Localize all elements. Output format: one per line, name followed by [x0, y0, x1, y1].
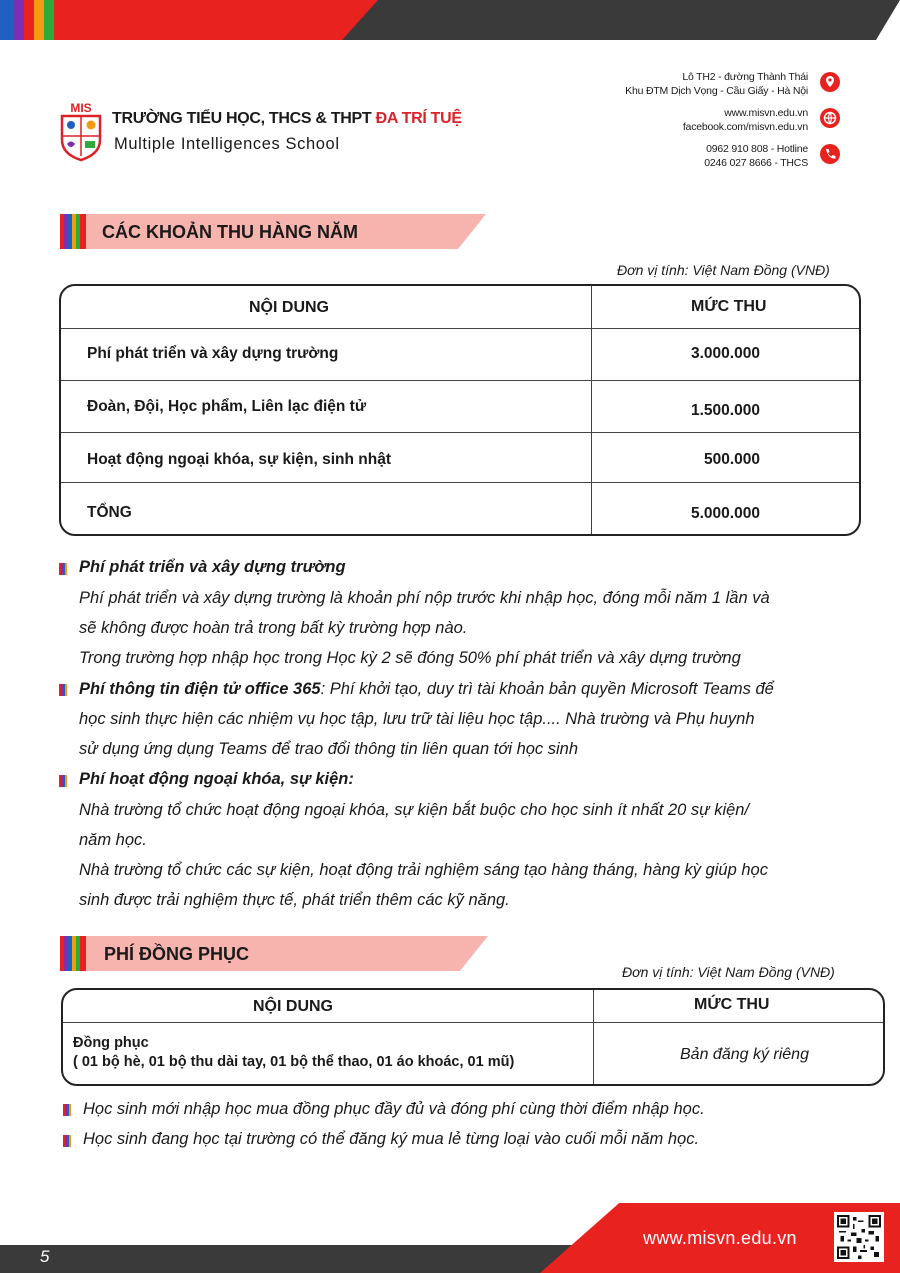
row-amount: 1.500.000	[691, 402, 760, 419]
note-text: học sinh thực hiện các nhiệm vụ học tập, lưu trữ tài liệu học tập.... Nhà trường và Phụ huynh	[79, 710, 755, 728]
uniform-content-line2: ( 01 bộ hè, 01 bộ thu dài tay, 01 bộ thể thao, 01 áo khoác, 01 mũ)	[73, 1054, 515, 1070]
row-content: Đoàn, Đội, Học phẩm, Liên lạc điện tử	[87, 398, 367, 415]
note-text: Trong trường hợp nhập học trong Học kỳ 2 sẽ đóng 50% phí phát triển và xây dựng trường	[79, 649, 741, 667]
location-icon	[820, 72, 840, 92]
footer-dark-band	[0, 1245, 640, 1273]
note-text: Phí phát triển và xây dựng trường là khoản phí nộp trước khi nhập học, đóng mỗi năm 1 lần và	[79, 589, 770, 607]
note-text: năm học.	[79, 831, 147, 849]
qr-code-icon[interactable]	[834, 1212, 884, 1262]
section-title-bar-uniform	[60, 936, 490, 971]
school-subtitle: Multiple Intelligences School	[114, 135, 340, 153]
total-amount: 5.000.000	[691, 505, 760, 522]
section-title-uniform: PHÍ ĐỒNG PHỤC	[104, 944, 250, 964]
top-dark-banner	[300, 0, 900, 40]
bullet-icon	[59, 684, 67, 696]
note-text: sẽ không được hoàn trả trong bất kỳ trường hợp nào.	[79, 619, 468, 637]
note-text: Phí thông tin điện tử office 365: Phí khởi tạo, duy trì tài khoản bản quyền Microsoft Teams để	[79, 680, 774, 698]
address-line1: Lô TH2 - đường Thành Thái	[682, 71, 808, 83]
currency-unit-note: Đơn vị tính: Việt Nam Đồng (VNĐ)	[622, 964, 835, 980]
phone-icon	[820, 144, 840, 164]
bullet-icon	[63, 1135, 71, 1147]
section-title-annual-fees: CÁC KHOẢN THU HÀNG NĂM	[102, 222, 358, 242]
note-title: Phí hoạt động ngoại khóa, sự kiện:	[79, 770, 354, 788]
uniform-amount: Bản đăng ký riêng	[680, 1046, 809, 1063]
bullet-icon	[59, 775, 67, 787]
school-name: TRƯỜNG TIỂU HỌC, THCS & THPT ĐA TRÍ TUỆ	[112, 110, 462, 127]
section-title-bar-annual-fees	[60, 214, 490, 249]
header-amount: MỨC THU	[694, 996, 770, 1013]
total-label: TỔNG	[87, 504, 132, 521]
row-amount: 3.000.000	[691, 345, 760, 362]
top-color-stripes	[0, 0, 80, 40]
thcs-phone-text: 0246 027 8666 - THCS	[704, 157, 808, 169]
globe-icon	[820, 108, 840, 128]
school-logo	[58, 100, 104, 162]
address-line2: Khu ĐTM Dịch Vọng - Cầu Giấy - Hà Nội	[625, 85, 808, 97]
logo-text: MIS	[70, 101, 92, 115]
footer-website-link[interactable]: www.misvn.edu.vn	[643, 1228, 797, 1248]
header-amount: MỨC THU	[691, 298, 767, 315]
uniform-note: Học sinh đang học tại trường có thể đăng ký mua lẻ từng loại vào cuối mỗi năm học.	[83, 1130, 700, 1148]
hotline-text: 0962 910 808 - Hotline	[706, 143, 808, 155]
note-text: Nhà trường tổ chức hoạt động ngoại khóa, sự kiện bắt buộc cho học sinh ít nhất 20 sự kiện/	[79, 801, 750, 819]
row-content: Hoạt động ngoại khóa, sự kiện, sinh nhật	[87, 451, 392, 468]
top-red-banner	[78, 0, 378, 40]
note-text: sinh được trải nghiệm thực tế, phát triển thêm các kỹ năng.	[79, 891, 510, 909]
row-content: Phí phát triển và xây dựng trường	[87, 345, 339, 362]
contact-info	[625, 70, 808, 178]
note-text: Nhà trường tổ chức các sự kiện, hoạt động trải nghiệm sáng tạo hàng tháng, hàng kỳ giúp học	[79, 861, 768, 879]
row-amount: 500.000	[704, 451, 761, 468]
note-title: Phí phát triển và xây dựng trường	[79, 558, 346, 576]
bullet-icon	[63, 1104, 71, 1116]
uniform-content-line1: Đồng phục	[73, 1035, 149, 1051]
note-text: sử dụng ứng dụng Teams để trao đổi thông tin liên quan tới học sinh	[79, 740, 579, 758]
website-text[interactable]: www.misvn.edu.vn	[724, 107, 808, 119]
uniform-fee-table	[61, 988, 885, 1086]
header-content: NỘI DUNG	[253, 998, 333, 1015]
bullet-icon	[59, 563, 67, 575]
currency-unit-note: Đơn vị tính: Việt Nam Đồng (VNĐ)	[617, 262, 830, 278]
page-number: 5	[40, 1247, 50, 1266]
annual-fees-table	[59, 284, 861, 536]
uniform-note: Học sinh mới nhập học mua đồng phục đầy đủ và đóng phí cùng thời điểm nhập học.	[83, 1100, 705, 1118]
facebook-text[interactable]: facebook.com/misvn.edu.vn	[682, 121, 808, 133]
header-content: NỘI DUNG	[249, 299, 329, 316]
